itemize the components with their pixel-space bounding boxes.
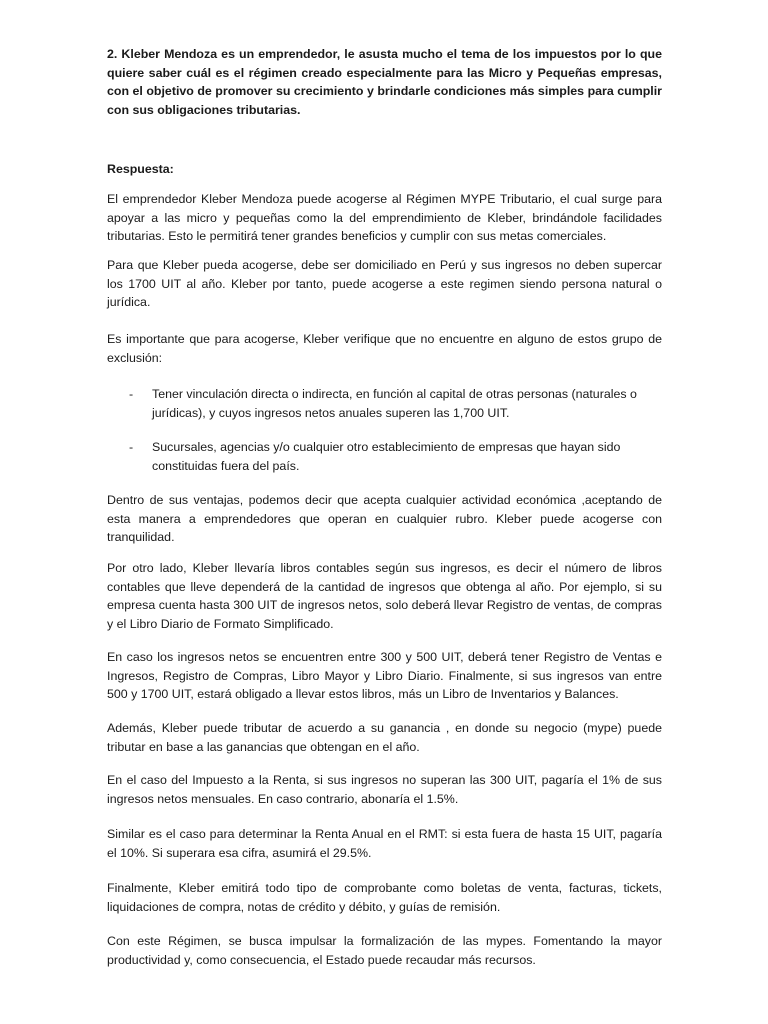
list-item-text: Sucursales, agencias y/o cualquier otro establecimiento de empresas que hayan sido constituidas fuera del país. bbox=[152, 440, 621, 473]
paragraph-ventajas: Dentro de sus ventajas, podemos decir que acepta cualquier actividad económica ,aceptando de esta manera a emprendedores que operan en cualquier rubro. Kleber puede acogerse con tranquilidad. bbox=[107, 493, 662, 544]
paragraph-requisitos: Para que Kleber pueda acogerse, debe ser domiciliado en Perú y sus ingresos no deben supercar los 1700 UIT al año. Kleber por tanto, puede acogerse a este regimen siendo persona natural o jurídica. bbox=[107, 258, 662, 309]
paragraph-ingresos-netos: En caso los ingresos netos se encuentren entre 300 y 500 UIT, deberá tener Registro de Ventas e Ingresos, Registro de Compras, Libro Mayor y Libro Diario. Finalmente, si sus ingresos van entre 500 y 1700 UIT, estará obligado a llevar estos libros, más un Libro de Inventarios y Balances. bbox=[107, 650, 662, 701]
answer-heading: Respuesta: bbox=[107, 162, 174, 176]
list-item bbox=[107, 438, 662, 475]
list-bullet: - bbox=[129, 387, 134, 401]
list-item bbox=[107, 385, 662, 422]
list-bullet: - bbox=[129, 440, 134, 454]
paragraph-conclusion: Con este Régimen, se busca impulsar la formalización de las mypes. Fomentando la mayor productividad y, como consecuencia, el Estado puede recaudar más recursos. bbox=[107, 934, 662, 967]
exclusion-list bbox=[107, 385, 662, 422]
paragraph-ganancia: Además, Kleber puede tributar de acuerdo a su ganancia , en donde su negocio (mype) puede tributar en base a las ganancias que obtengan en el año. bbox=[107, 721, 662, 754]
list-item-text: Tener vinculación directa o indirecta, en función al capital de otras personas (naturales o jurídicas), y cuyos ingresos netos anuales superen las 1,700 UIT. bbox=[152, 387, 637, 420]
paragraph-impuesto-renta: En el caso del Impuesto a la Renta, si sus ingresos no superan las 300 UIT, pagaría el 1% de sus ingresos netos mensuales. En caso contrario, abonaría el 1.5%. bbox=[107, 773, 662, 806]
paragraph-exclusion-intro: Es importante que para acogerse, Kleber verifique que no encuentre en alguno de estos grupo de exclusión: bbox=[107, 332, 662, 365]
paragraph-renta-anual: Similar es el caso para determinar la Renta Anual en el RMT: si esta fuera de hasta 15 UIT, pagaría el 10%. Si superara esa cifra, asumirá el 29.5%. bbox=[107, 827, 662, 860]
exclusion-list-2 bbox=[107, 438, 662, 475]
paragraph-libros-contables: Por otro lado, Kleber llevaría libros contables según sus ingresos, es decir el número de libros contables que lleve dependerá de la cantidad de ingresos que obtenga al año. Por ejemplo, si su empresa cuenta hasta 300 UIT de ingresos netos, solo deberá llevar Registro de ventas, de compras y el Libro Diario de Formato Simplificado. bbox=[107, 561, 662, 631]
paragraph-comprobantes: Finalmente, Kleber emitirá todo tipo de comprobante como boletas de venta, facturas, tickets, liquidaciones de compra, notas de crédito y débito, y guías de remisión. bbox=[107, 881, 662, 914]
question-paragraph: 2. Kleber Mendoza es un emprendedor, le asusta mucho el tema de los impuestos por lo que quiere saber cuál es el régimen creado especialmente para las Micro y Pequeñas empresas, con el objetivo de promover su crecimiento y brindarle condiciones más simples para cumplir con sus obligaciones tributarias. bbox=[107, 47, 662, 117]
paragraph-regimen-mype: El emprendedor Kleber Mendoza puede acogerse al Régimen MYPE Tributario, el cual surge para apoyar a las micro y pequeñas como la del emprendimiento de Kleber, brindándole facilidades tributarias. Esto le permitirá tener grandes beneficios y cumplir con sus metas comerciales. bbox=[107, 192, 662, 243]
